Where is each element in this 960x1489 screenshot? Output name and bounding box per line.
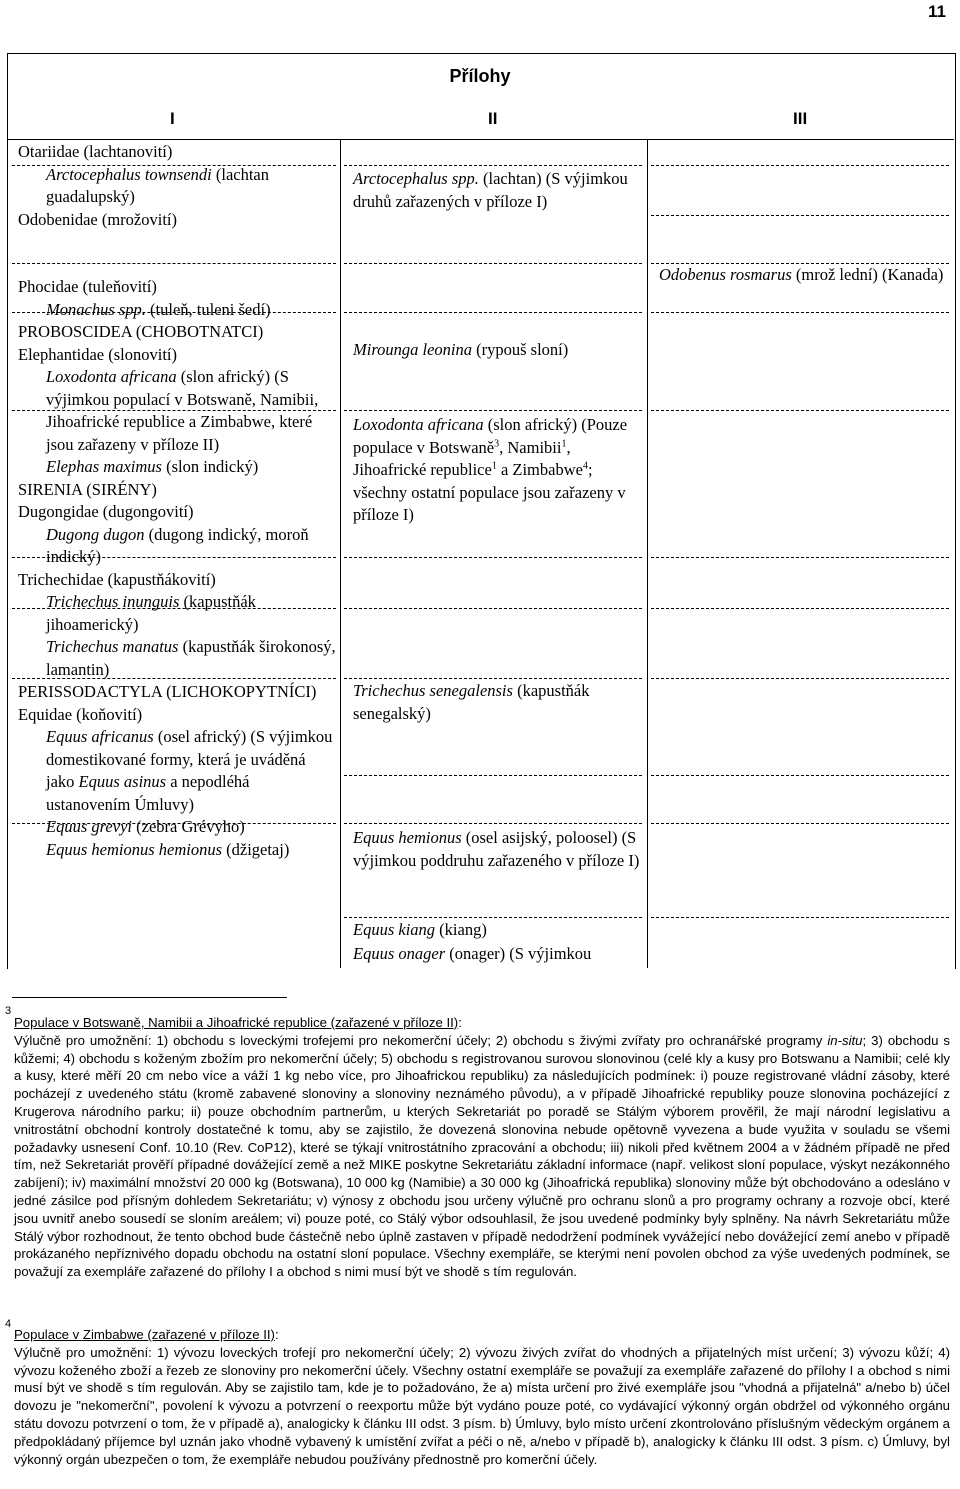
species-name: Arctocephalus spp.: [353, 169, 479, 188]
column-iii-odobenus: [659, 264, 951, 287]
page-number: 11: [928, 2, 946, 21]
row-divider: [651, 215, 949, 216]
species-name: Trichechus senegalensis: [353, 681, 513, 700]
species-common: (kapustňák jihoamerický): [46, 592, 256, 634]
species-common: (slon indický): [161, 457, 259, 476]
column-ii-equus-kiang: [353, 919, 641, 942]
row-divider: [651, 165, 949, 166]
family-otariidae: Otariidae (lachtanovití): [18, 142, 173, 161]
species-loxodonta-africana: [18, 366, 336, 456]
species-common: (tuleň, tuleni šedí): [145, 299, 271, 319]
footnote-colon: :: [458, 1015, 462, 1030]
species-common: (osel asijský, poloosel) (S výjimkou poddruhu zařazeného v příloze I): [353, 828, 640, 870]
column-ii-equus-hemionus: [353, 827, 641, 872]
row-divider: [651, 608, 949, 609]
row-divider: [344, 165, 642, 166]
annex-title: Přílohy: [449, 66, 511, 86]
species-name: Trichechus inunguis: [46, 592, 180, 611]
row-divider: [651, 557, 949, 558]
footnote-text: ; 3) obchodu s kůžemi; 4) obchodu s koženým zbožím pro nekomerční účely; 5) obchodu s registrovanou surovou slonovinou (celé kly a kusy pro Botswanu a Namibii; celé kly a kusy, které měří 20 cm nebo více a váží 1 kg nebo více, pro Jihoafrickou republiku) za následujících podmínek: i) pouze registrované vládní zásoby, které pocházejí z uvedeného státu (kromě zabavené slonoviny a slonoviny neznámého původu), a v případě Jihoafrické republiky pouze slonovina pocházející z Krugerova národního parku; ii) pouze obchodním partnerům, u kterých Sekretariát po poradě se Stálým výborem prověřil, že mají národní legislativu a vnitrostátní obchodní kontroly dostatečné k tomu, aby se zajistilo, že dovezená slonovina nebude opětovně vyvezena a bude využita v souladu se všemi požadavky usnesení Conf. 10.10 (Rev. CoP12), které se týkají vnitrostátního zpracování a obchodu; iii) nikoli před květnem 2004 a v žádném případě ne před tím, než Sekretariát prověří případné dovážející země a než MIKE poskytne Sekretariátu základní informace (např. velikost sloní populace, výskyt nezákonného zabíjení); iv) maximální množství 20 000 kg (Botswana), 10 000 kg (Namibie) a 30 000 kg (Jihoafrická republika) slonoviny může být obchodováno a odesláno v jedné zásilce pod přísným dohledem Sekretariátu; v) výnosy z obchodu jsou určeny výlučně pro ochranu slonů a pro programy ochrany a rozvoje obcí, které jsou uvnitř anebo sousedí se sloním areálem; vi) pouze poté, co Stálý výbor odsouhlasil, že jsou uvedené podmínky byly splněny. Na návrh Sekretariátu může Stálý výbor rozhodnout, že tento obchod bude částečně nebo úplně zastaven v případě nedodržení podmínek vyvážející nebo dovážející zemí anebo v případě prokázaného nepříznivého dopadu obchodu na ostatní sloní populace. Všechny exempláře, se kterými není povolen obchod za výše uvedených podmínek, se považují za exempláře zařazené do přílohy I a obchod s nimi musí být ve shodě s tím regulován.: [14, 1032, 951, 1280]
species-common: a nepodléhá ustanovením Úmluvy): [46, 772, 250, 814]
species-name: Equus africanus: [46, 727, 154, 746]
species-name: Monachus spp.: [46, 299, 146, 319]
footnote-3: [14, 1014, 950, 1281]
footnote-colon: :: [274, 1327, 279, 1342]
footnote-rule: [12, 997, 287, 998]
species-name: Equus grevyi: [46, 817, 132, 836]
order-proboscidea: PROBOSCIDEA (CHOBOTNATCI): [18, 322, 264, 341]
row-divider: [651, 678, 949, 679]
row-divider: [651, 312, 949, 313]
species-common: (onager) (S výjimkou: [445, 944, 592, 963]
species-common: (rypouš sloní): [472, 340, 569, 359]
species-name: Equus hemionus hemionus: [46, 839, 222, 859]
row-divider: [344, 410, 642, 411]
column-divider-1: [340, 140, 341, 968]
species-equus-grevyi: [18, 816, 336, 839]
footnote-4: [14, 1326, 950, 1468]
family-elephantidae: Elephantidae (slonovití): [18, 344, 177, 364]
column-ii-equus-onager: [353, 943, 641, 966]
species-name: Odobenus rosmarus: [659, 265, 792, 284]
row-divider: [651, 917, 949, 918]
species-trichechus-manatus: [18, 636, 336, 681]
row-divider: [344, 775, 642, 776]
footnote-marker-4: 4: [5, 1318, 12, 1330]
column-ii-trichechus-senegalensis: [353, 680, 641, 725]
species-name: Equus kiang: [353, 920, 436, 939]
footnote-ref: 3: [494, 438, 500, 449]
species-common: (slon africký) (Pouze populace v Botswaně: [353, 415, 628, 457]
species-common: ; všechny ostatní populace jsou zařazeny v příloze I): [353, 460, 626, 524]
species-common: (džigetaj): [222, 839, 290, 859]
species-trichechus-inunguis: [18, 591, 336, 636]
species-common: (dugong indický, moroň indický): [46, 524, 309, 566]
footnote-ref: 1: [561, 438, 567, 449]
species-common: (kapustňák senegalský): [353, 681, 590, 723]
footnote-italic: in-situ: [827, 1032, 863, 1048]
row-divider: [344, 557, 642, 558]
row-divider: [651, 775, 949, 776]
species-equus-africanus: [18, 726, 336, 816]
species-common: a Zimbabwe: [496, 460, 583, 479]
species-common: (slon africký) (S výjimkou populací v Botswaně, Namibii, Jihoafrické republice a Zimbabwe, které jsou zařazeny v příloze II): [46, 367, 319, 454]
column-i-content: [18, 141, 336, 861]
species-name: Loxodonta africana: [46, 367, 177, 386]
species-common: (mrož lední) (Kanada): [791, 265, 944, 284]
row-divider: [344, 917, 642, 918]
row-divider: [344, 608, 642, 609]
species-name: Trichechus manatus: [46, 637, 179, 656]
species-common: , Jihoafrické republice: [353, 437, 571, 479]
species-common: (zebra Grévyho): [132, 817, 245, 836]
header-rule: [8, 139, 954, 140]
column-ii-loxodonta: [353, 414, 641, 527]
species-common: (lachtan guadalupský): [46, 164, 270, 206]
species-equus-hemionus-hemionus: [18, 839, 336, 862]
species-common: (osel africký) (S výjimkou domestikované formy, která je uváděná jako: [46, 727, 333, 791]
row-divider: [344, 312, 642, 313]
footnote-heading: Populace v Botswaně, Namibii a Jihoafrické republice (zařazené v příloze II): [14, 1015, 459, 1030]
family-equidae: Equidae (koňovití): [18, 704, 143, 724]
family-trichechidae: Trichechidae (kapustňákovití): [18, 569, 216, 589]
species-name: Mirounga leonina: [353, 340, 473, 359]
row-divider: [344, 263, 642, 264]
footnote-marker-3: 3: [5, 1005, 12, 1017]
row-divider: [651, 410, 949, 411]
row-divider: [344, 823, 642, 824]
species-name: Equus onager: [353, 944, 446, 963]
footnote-ref: 1: [491, 460, 497, 472]
species-name: Dugong dugon: [46, 524, 145, 544]
row-divider: [651, 823, 949, 824]
species-common: (kiang): [435, 920, 487, 939]
species-monachus: [18, 299, 336, 322]
species-common: (lachtan) (S výjimkou druhů zařazených v příloze I): [353, 169, 628, 211]
species-name: Equus asinus: [78, 772, 167, 791]
family-phocidae: Phocidae (tuleňovití): [18, 277, 157, 296]
order-perissodactyla: PERISSODACTYLA (LICHOKOPYTNÍCI): [18, 682, 317, 701]
species-name: Loxodonta africana: [353, 415, 484, 434]
column-ii-mirounga: [353, 339, 641, 362]
species-name: Arctocephalus townsendi: [46, 164, 212, 184]
species-arctocephalus-townsendi: [18, 164, 336, 209]
footnote-text: Výlučně pro umožnění: 1) vývozu loveckých trofejí pro nekomerční účely; 2) vývozu živých zvířat do vhodných a přijatelných míst určení; 3) vývozu kůží; 4) vývozu koženého zboží a řezeb ze slonoviny pro nekomerční účely. Všechny ostatní exempláře se považují za exempláře zařazené do přílohy I a obchod s nimi musí být ve shodě s tím regulován. Aby se zajistilo tam, kde je to požadováno, že a) místa určení pro živé exempláře jsou "vhodná a přijatelná" a/nebo b) účel dovozu je "nekomerční", povolení k vývozu a potvrzení o reexportu může být vydáno pouze poté, co vydávající výkonný orgán obdržel od výkonného orgánu státu dovozu potvrzení o tom, že v případě a), analogicky k článku III odst. 3 písm. b) Úmluvy, bylo místo určení zkontrolováno příslušným vědeckým orgánem a předpokládaný příjemce byl uznán jako vhodně vybavený k umístění zvířat a péči o ně, a/nebo v případě b), analogicky k článku III odst. 3 písm. c) Úmluvy, byl výkonný orgán ubezpečen o tom, že exempláře nebudou používány přednostně pro komerční účely.: [14, 1344, 950, 1467]
footnote-ref: 4: [582, 460, 588, 472]
species-name: Elephas maximus: [46, 457, 162, 476]
column-header-iii: III: [793, 109, 808, 128]
family-dugongidae: Dugongidae (dugongovití): [18, 502, 194, 521]
species-dugong-dugon: [18, 524, 336, 569]
species-name: Equus hemionus: [353, 828, 462, 847]
column-ii-arctocephalus: [353, 168, 641, 213]
family-odobenidae: Odobenidae (mrožovití): [18, 209, 177, 229]
column-divider-2: [647, 140, 648, 968]
column-header-i: I: [170, 109, 175, 128]
footnote-heading: Populace v Zimbabwe (zařazené v příloze II): [14, 1327, 275, 1342]
column-header-ii: II: [488, 109, 498, 128]
species-elephas-maximus: [18, 456, 336, 479]
row-divider: [344, 678, 642, 679]
footnote-text: Výlučně pro umožnění: 1) obchodu s loveckými trofejemi pro nekomerční účely; 2) obchodu s živými zvířaty pro ochranářské programy: [14, 1032, 828, 1048]
order-sirenia: SIRENIA (SIRÉNY): [18, 479, 157, 499]
species-common: (kapustňák širokonosý, lamantin): [46, 637, 336, 679]
species-common: , Namibii: [499, 437, 562, 457]
